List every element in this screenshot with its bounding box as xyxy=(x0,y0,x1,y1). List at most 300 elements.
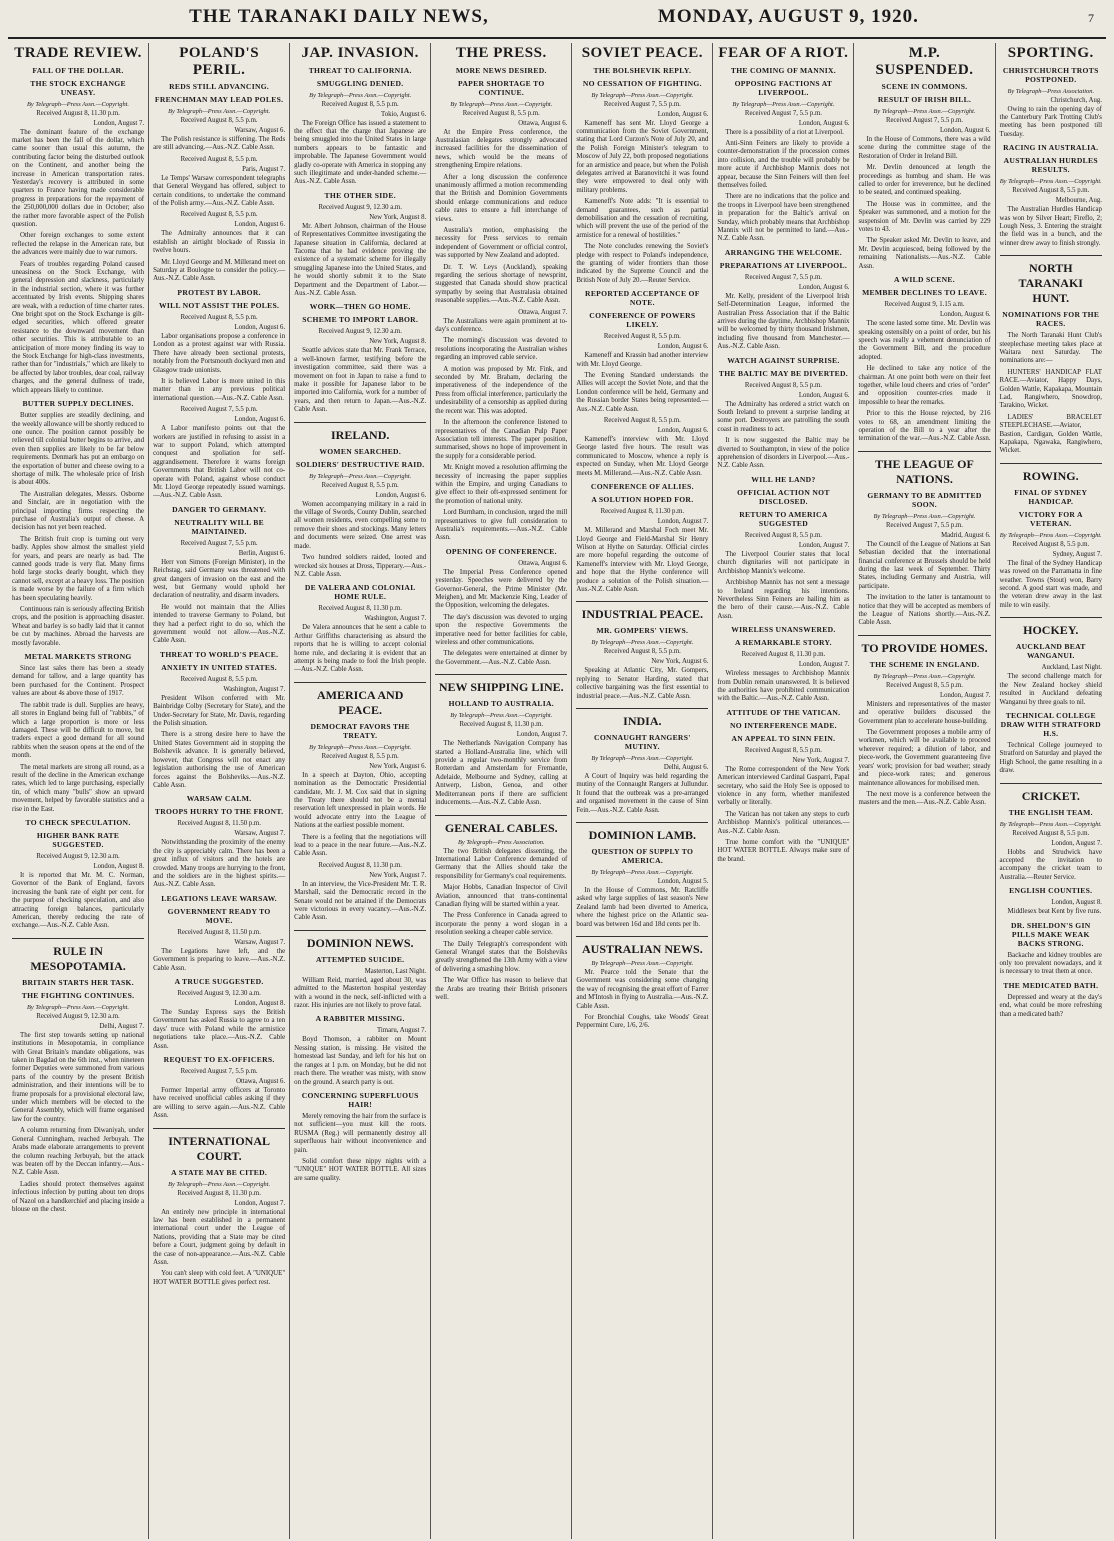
dateline: Ottawa, August 6. xyxy=(236,1078,286,1085)
subheading: A TRUCE SUGGESTED. xyxy=(174,976,264,986)
section-heading: AMERICA AND PEACE. xyxy=(294,682,426,718)
subheading: QUESTION OF SUPPLY TO AMERICA. xyxy=(591,847,694,865)
paragraph: Lord Burnham, in conclusion, urged the mill representatives to give full consideration to Australia's requirements.—Aus.-N.Z. Cable Assn. xyxy=(435,509,568,542)
received-time: Received August 8, 5.5 p.m. xyxy=(603,417,681,425)
paragraph: President Wilson conferred with Mr. Bainbridge Colby (Secretary for State), and the Under-Secretary for State, Mr. Davis, regarding the Polish situation. xyxy=(153,694,286,728)
wire-credit: By Telegraph—Press Assn.—Copyright. xyxy=(309,743,412,751)
received-time: Received August 8, 5.5 p.m. xyxy=(1012,187,1090,195)
received-time: Received August 7, 5.5 p.m. xyxy=(180,406,258,414)
subheading: RETURN TO AMERICA SUGGESTED xyxy=(739,509,828,528)
paragraph: A column returning from Diwaniyah, under General Cunningham, reached Jerbuyah. The Arabs made elaborate arrangements to prevent the column reaching Jerbuyah, but the attack was beaten off by the Deccan infantry.—Aus.-N.Z. Cable Assn. xyxy=(12,1127,145,1177)
received-time: Received August 8, 11.30 p.m. xyxy=(600,508,685,516)
received-time: Received August 7, 5.5 p.m. xyxy=(885,117,964,124)
paragraph: Mr. Devlin denounced at length the proceedings as humbug and sham. He was called to order for irreverence, but he declined to be seated, and continued speaking. xyxy=(858,164,991,197)
paragraph: He would not maintain that the Allies intended to traverse Germany to Poland, but they had a perfect right to do so, which the government would not allow.—Aus.-N.Z. Cable Assn. xyxy=(153,603,286,645)
paragraph: Major Hobbs, Canadian Inspector of Civil Aviation, announced that trans-continental Canadian flying will be started within a year. xyxy=(435,884,568,908)
paragraph: Mr. Knight moved a resolution affirming the necessity of increasing the paper supplies within the Empire, and urging Canadians to give effect to their oft-expressed sentiment for the promotion of national unity. xyxy=(435,464,568,505)
dateline: Ottawa, August 7. xyxy=(518,308,568,316)
subheading: ATTEMPTED SUICIDE. xyxy=(316,954,405,964)
wire-credit: By Telegraph—Press Assn.—Copyright. xyxy=(873,512,976,520)
paragraph: William Reid, married, aged about 30, was admitted to the Masterton hospital yesterday with a wound in the neck, self-inflicted with a razor. His injuries are not likely to prove fatal. xyxy=(294,976,427,1010)
columns-container xyxy=(8,43,1106,1539)
dateline: London, August 6. xyxy=(798,391,850,399)
paragraph: Mr. Pearce told the Senate that the Government was considering some changing the way of recognising the great effort of Farrer and M'Intosh in flying to Australia.—Aus.-N.Z. Cable Assn. xyxy=(576,969,709,1010)
subheading: REQUEST TO EX-OFFICERS. xyxy=(163,1055,275,1064)
dateline: London, August 6. xyxy=(939,311,991,319)
section-heading: NEW SHIPPING LINE. xyxy=(435,674,567,695)
received-time: Received August 8, 5.5 p.m. xyxy=(885,681,964,689)
paragraph: Technical College journeyed to Stratford on Saturday and played the High School, the game resulting in a draw. xyxy=(999,741,1102,775)
subheading: METAL MARKETS STRONG xyxy=(24,652,132,662)
received-time: Received August 8, 11.30 p.m. xyxy=(318,861,402,869)
paragraph: The delegates were entertained at dinner by the Government.—Aus.-N.Z. Cable Assn. xyxy=(435,650,568,666)
paragraph: The next move is a conference between the masters and the men.—Aus.-N.Z. Cable Assn. xyxy=(858,790,991,807)
subheading: PROTEST BY LABOR. xyxy=(177,287,261,297)
paragraph: Middlesex beat Kent by five runs. xyxy=(1007,908,1102,916)
dateline: London, August 7. xyxy=(93,119,145,127)
received-time: Received August 7, 5.5 p.m. xyxy=(180,539,258,547)
section-heading: INTERNATIONAL COURT. xyxy=(153,1128,285,1164)
dateline: Warsaw, August 7. xyxy=(234,830,286,838)
dateline: New York, August 6. xyxy=(369,762,427,770)
paragraph: After a long discussion the conference unanimously affirmed a motion recommending that the British and Dominion Governments should enlarge communications and reduce cable rates to ensure a full interchange of views. xyxy=(435,173,568,223)
paragraph: The first step towards setting up national institutions in Mesopotamia, in compliance with Great Britain's mandate obligations, was taken in Bagdad on the 6th inst., when nineteen former Deputies were summoned from various parts of the country by the present British administration, and their intentions will be to frame proposals for a provisional electoral law, under which members will be elected to the General Assembly, which will frame organised law for the country. xyxy=(12,1031,145,1123)
subheading: A REMARKABLE STORY. xyxy=(735,638,832,648)
subheading: HOLLAND TO AUSTRALIA. xyxy=(448,699,554,709)
dateline: Paris, August 7. xyxy=(242,165,286,173)
subheading: REDS STILL ADVANCING. xyxy=(169,82,270,91)
paragraph: The dominant feature of the exchange market has been the fall of the dollar, which came sooner than usual this autumn, the contributing factor being the disturbed outlook on the Continent, and another being the increase in American transportation rates. Yesterday's recovery is attributed in some quarters to France having made considerable progress in preparations for the repayment of the 250,000,000 dollars due in October; also the rather more favorable aspect of the Polish question. xyxy=(12,128,145,228)
subheading: GERMANY TO BE ADMITTED SOON. xyxy=(867,490,982,509)
subheading: THE BOLSHEVIK REPLY. xyxy=(593,65,692,75)
dateline: Ottawa, August 6. xyxy=(518,559,568,567)
dateline: London, August 8. xyxy=(93,862,145,870)
column-headline: THE PRESS. xyxy=(455,45,547,61)
dateline: New York, August 8. xyxy=(369,213,427,221)
subheading: THE ENGLISH TEAM. xyxy=(1008,807,1093,817)
paragraph: In an interview, the Vice-President Mr. T. R. Marshall, said the Democratic record in the Senate would not be attained if the Democrats were victorious in every vacancy.—Aus.-N.Z. Cable Assn. xyxy=(294,880,427,922)
section-heading: THE LEAGUE OF NATIONS. xyxy=(858,451,990,487)
column-1 xyxy=(8,43,149,1539)
dateline: Berlin, August 6. xyxy=(238,549,286,557)
paragraph: The Press Conference in Canada agreed to incorporate the penny a word slogan in a resolution seeking a cheaper cable service. xyxy=(435,912,568,937)
page-number: 7 xyxy=(1088,11,1094,25)
subheading: DE VALERA AND COLONIAL HOME RULE. xyxy=(304,583,416,602)
wire-credit: By Telegraph—Press Assn.—Copyright. xyxy=(27,1003,130,1011)
section-heading: INDUSTRIAL PEACE. xyxy=(576,601,708,622)
paragraph: Dr. T. W. Leys (Auckland), speaking regarding the serious shortage of newsprint, suggested that Canada should show practical sympathy by seeing that Australasia obtained reasonable supplies.—Aus.-N.Z. Cable Assn. xyxy=(435,263,568,305)
paragraph: The House was in committee, and the Speaker was summoned, and a motion for the suspension of Mr. Devlin was carried by 229 votes to 43. xyxy=(858,200,991,234)
wire-credit: By Telegraph—Press Assn.—Copyright. xyxy=(591,91,694,99)
subheading: REPORTED ACCEPTANCE OF NOTE. xyxy=(585,289,700,308)
section-heading: CRICKET. xyxy=(1000,783,1102,804)
paragraph: Depressed and weary at the day's end, what could be more refreshing than a medicated bath? xyxy=(999,993,1102,1018)
wire-credit: By Telegraph—Press Assn.—Copyright. xyxy=(168,108,271,115)
subheading: PAPER SHORTAGE TO CONTINUE. xyxy=(457,78,545,97)
dateline: London, August 6. xyxy=(657,343,709,351)
received-time: Received August 8, 11.50 p.m. xyxy=(177,928,261,936)
section-heading: RULE IN MESOPOTAMIA. xyxy=(12,938,144,974)
subheading: THE OTHER SIDE. xyxy=(324,190,396,200)
received-time: Received August 8, 5.5 p.m. xyxy=(744,381,822,389)
wire-credit: By Telegraph—Press Association. xyxy=(1007,87,1095,95)
paragraph: The Legations have left, and the Government is preparing to leave.—Aus.-N.Z. Cable Assn. xyxy=(153,947,286,972)
paragraph: The Vatican has not taken any steps to curb Archbishop Mannix's political utterances.—Aus.-N.Z. Cable Assn. xyxy=(717,810,850,835)
column-headline: FEAR OF A RIOT. xyxy=(718,45,849,61)
dateline: London, August 6. xyxy=(798,119,850,127)
paragraph: It is believed Labor is more united in this matter than in any previous political international question.—Aus.-N.Z. Cable Assn. xyxy=(153,377,286,402)
subheading: ATTITUDE OF THE VATICAN. xyxy=(726,707,841,717)
wire-credit: By Telegraph—Press Assn.—Copyright. xyxy=(450,100,553,108)
paragraph: Mr. Albert Johnson, chairman of the House of Representatives Committee investigating the Japanese situation in California, declared at Tacoma that he had evidence proving the existence of a systematic scheme for illegally smuggling Japanese into the United States, and he would shortly submit it to the State Department and the Department of Labor.—Aus.-N.Z. Cable Assn. xyxy=(294,222,427,297)
subheading: PREPARATIONS AT LIVERPOOL. xyxy=(719,260,848,270)
section-heading: TO PROVIDE HOMES. xyxy=(858,635,990,656)
paragraph: The British fruit crop is turning out very badly. Apples show almost the smallest yield for years, and pears are nearly as bad. The canned goods trade is very flat. Many firms hold large stocks dearly bought, which they cannot sell, except at a heavy loss. The position is made worse by the failure of a firm which has been speculating heavily. xyxy=(12,535,145,602)
subheading: THREAT TO CALIFORNIA. xyxy=(308,65,412,75)
paragraph: A Court of Inquiry was held regarding the mutiny of the Connaught Rangers at Jullundur. It found that the outbreak was a pre-arranged and organised movement in the cause of Sinn Fein.—Aus.-N.Z. Cable Assn. xyxy=(576,772,709,814)
wire-credit: By Telegraph—Press Assn.—Copyright. xyxy=(591,639,694,647)
paragraph: He declined to take any notice of the chairman. At one point both were on their feet together, while loud cheers and cries of "order" and opposition counter-cries made it impossible to hear the remarks. xyxy=(858,365,991,406)
subheading: DR. SHELDON'S GIN PILLS MAKE WEAK BACKS STRONG. xyxy=(1010,920,1091,948)
paragraph: Labor organisations propose a conference in London as a protest against war with Russia. There have already been sectional protests, notably from the Portsmouth dockyard men and Glasgow trade unionists. xyxy=(153,332,286,374)
wire-credit: By Telegraph—Press Assn.—Copyright. xyxy=(873,672,976,680)
section-heading: HOCKEY. xyxy=(1000,617,1102,638)
paragraph: The final of the Sydney Handicap was rowed on the Parramatta in fine weather. Towns (Stout) won, Barry second. A good start was made, and the veteran drew away in the last mile to win easily. xyxy=(999,559,1102,609)
subheading: A STATE MAY BE CITED. xyxy=(171,1167,268,1177)
column-4 xyxy=(431,43,572,1539)
subheading: FALL OF THE DOLLAR. xyxy=(32,65,124,75)
subheading: THE STOCK EXCHANGE UNEASY. xyxy=(30,78,126,97)
column-7 xyxy=(854,43,995,1539)
subheading: ENGLISH COUNTIES. xyxy=(1009,886,1093,896)
received-time: Received August 7, 5.5 p.m. xyxy=(744,109,822,117)
paragraph: At the Empire Press conference, the Australasian delegates strongly advocated increased facilities for the dissemination of news, which would be the means of strengthening Empire relations. xyxy=(435,128,568,170)
dateline: Christchurch, Aug. xyxy=(1050,96,1102,104)
subheading: MORE NEWS DESIRED. xyxy=(455,65,547,75)
paragraph: The Admiralty has ordered a strict watch on South Ireland to prevent a surprise landing at some port. Destroyers are patrolling the south coast in readiness to act. xyxy=(717,400,850,433)
section-heading: GENERAL CABLES. xyxy=(435,815,567,836)
dateline: London, August 5. xyxy=(657,878,709,885)
paragraph: Kameneff has sent Mr. Lloyd George a communication from the Soviet Government, stating that Lord Curzon's Note of July 20, and the Polish Foreign Minister's telegram to Moscow of July 22, both proposed negotiations for an armistice and peace, but when the Polish delegates arrived at Baranovitchi it was found they were empowered to deal only with military problems. xyxy=(576,119,709,194)
subheading: AN APPEAL TO SINN FEIN. xyxy=(731,733,836,743)
received-time: Received August 9, 1.15 a.m. xyxy=(884,301,965,309)
dateline: Washington, August 7. xyxy=(364,615,427,623)
paragraph: In the House of Commons, there was a wild scene during the committee stage of the Restoration of Order in Ireland Bill. xyxy=(858,136,991,160)
dateline: Timaru, August 7. xyxy=(377,1027,427,1035)
subheading: AUCKLAND BEAT WANGANUI. xyxy=(1015,642,1086,661)
subheading: RESULT OF IRISH BILL. xyxy=(877,95,972,104)
received-time: Received August 8, 11.30 p.m. xyxy=(177,1189,261,1197)
section-heading: AUSTRALIAN NEWS. xyxy=(576,936,708,957)
paragraph: Women accompanying military in a raid in the village of Swords, County Dublin, searched all women residents, even compelling some to remove their shoes and stockings. Many letters and documents were seized. One arrest was made. xyxy=(294,500,427,550)
paragraph: A motion was proposed by Mr. Fink, and seconded by Mr. Braham, declaring the imperativeness of the independence of the Press from official interference, particularly the undesirability of a censorship as applied during the recent war. This was adopted. xyxy=(435,365,568,415)
paragraph: There is a feeling that the negotiations will lead to a peace in the near future.—Aus.-N.Z. Cable Assn. xyxy=(294,833,427,858)
paragraph: Solid comfort these nippy nights with a "UNIQUE" HOT WATER BOTTLE. All sizes are same quality. xyxy=(294,1157,427,1182)
received-time: Received August 7, 5.5 p.m. xyxy=(885,521,964,529)
subheading: FINAL OF SYDNEY HANDICAP. xyxy=(1014,487,1088,506)
dateline: New York, August 7. xyxy=(369,871,427,879)
received-time: Received August 7, 5.5 p.m. xyxy=(180,1068,258,1075)
dateline: Sydney, August 7. xyxy=(1052,550,1102,558)
paragraph: Mr. Lloyd George and M. Millerand meet on Saturday at Boulogne to consider the policy.—Aus.-N.Z. Cable Assn. xyxy=(153,258,286,283)
paragraph: The Speaker asked Mr. Devlin to leave, and Mr. Devlin acquiesced, being followed by the remaining Nationalists.—Aus.-N.Z. Cable Assn. xyxy=(858,237,991,270)
paragraph: Prior to this the House rejected, by 216 votes to 68, an amendment limiting the operation of the Bill to a year after the termination of the war.—Aus.-N.Z. Cable Assn. xyxy=(858,410,991,443)
column-3 xyxy=(290,43,431,1539)
paragraph: In a speech at Dayton, Ohio, accepting nomination as the Democratic Presidential candidate, Mr. J. M. Cox said that in signing the Treaty there should not be a mental reservation left unexpressed in plain words. He would advocate entry into the League of Nations at the earliest possible moment. xyxy=(294,771,427,830)
column-headline: TRADE REVIEW. xyxy=(14,45,142,61)
paragraph: The Polish resistance is stiffening. The Reds are still advancing.—Aus.-N.Z. Cable Assn. xyxy=(153,136,286,152)
paragraph: The day's discussion was devoted to urging upon the respective Governments the imperative need for better facilities for cable, wireless and other communications. xyxy=(435,613,568,647)
subheading: ANXIETY IN UNITED STATES. xyxy=(161,662,278,672)
paragraph: The Note concludes renewing the Soviet's pledge with respect to Poland's independence, the granting of wider frontiers than those indicated by the Supreme Council and the British Note of July 20.—Reuter Service. xyxy=(576,243,709,284)
paragraph: The Daily Telegraph's correspondent with General Wrangel states that the Bolsheviks greatly strengthened the 13th Army with a view of delivering a smashing blow. xyxy=(435,940,568,973)
masthead xyxy=(8,6,1106,39)
dateline: London, August 7. xyxy=(234,1199,286,1207)
dateline: London, August 7. xyxy=(798,541,850,549)
received-time: Received August 8, 5.5 p.m. xyxy=(744,531,822,539)
subheading: CONFERENCE OF ALLIES. xyxy=(590,482,694,492)
dateline: Melbourne, Aug. xyxy=(1055,197,1102,205)
wire-credit: By Telegraph—Press Association. xyxy=(457,838,545,846)
subheading: WIRELESS UNANSWERED. xyxy=(731,625,836,635)
paragraph: The Foreign Office has issued a statement to the effect that the charge that Japanese are being smuggled into the United States in large numbers appears to be fantastic and improbable. The Japanese Government would gladly co-operate with America in stopping any such illegitimate and under-handed scheme.—Aus.-N.Z. Cable Assn. xyxy=(294,119,427,186)
paragraph: Le Temps' Warsaw correspondent telegraphs that General Weygand has offered, subject to certain conditions, to undertake the command of the Polish army.—Aus.-N.Z. Cable Assn. xyxy=(153,174,286,208)
received-time: Received August 7, 5.5 p.m. xyxy=(744,273,822,281)
subheading: NEUTRALITY WILL BE MAINTAINED. xyxy=(174,517,265,536)
paragraph: Backache and kidney troubles are only too prevalent nowadays, and it is necessary to treat them at once. xyxy=(999,951,1102,976)
paragraph: In the House of Commons, Mr. Ratcliffe asked why large supplies of last season's New Zealand lamb had been diverted to America, where the highest price on the Atlantic sea-board was between 16d and 18d cents per lb. xyxy=(576,887,709,928)
subheading: SCHEME TO IMPORT LABOR. xyxy=(302,315,419,325)
received-time: Received August 9, 12.30 a.m. xyxy=(36,1012,120,1020)
received-time: Received August 8, 11.30 p.m. xyxy=(459,721,544,729)
section-heading: DOMINION NEWS. xyxy=(294,930,426,951)
paragraph: There are no indications that the police and the troops in Liverpool have been strengthened in preparation for the Baltic's arrival on Sunday, which probably means that Archbishop Mannix will not be permitted to land.—Aus.-N.Z. Cable Assn. xyxy=(717,193,850,243)
subheading: THE BALTIC MAY BE DIVERTED. xyxy=(718,368,848,378)
subheading: WORK—THEN GO HOME. xyxy=(309,302,411,312)
paragraph: The metal markets are strong all round, as a result of the decline in the American exchange rates, which led to large purchasing, especially tin, of which many "bulls" show an upward movement, helped by favorable statistics and a rise in the East. xyxy=(12,763,145,813)
paragraph: The second challenge match for the New Zealand hockey shield resulted in Auckland defeating Wanganui by three goals to nil. xyxy=(999,673,1102,706)
wire-credit: By Telegraph—Press Assn.—Copyright. xyxy=(309,472,412,480)
received-time: Received August 8, 5.5 p.m. xyxy=(603,333,681,341)
received-time: Received August 8, 5.5 p.m. xyxy=(321,100,399,108)
section-heading: NORTH TARANAKI HUNT. xyxy=(1000,255,1102,306)
received-time: Received August 8, 5.5 p.m. xyxy=(462,109,540,117)
column-6 xyxy=(713,43,854,1539)
newspaper-title: THE TARANAKI DAILY NEWS, xyxy=(189,6,489,27)
subheading: DANGER TO GERMANY. xyxy=(172,504,267,514)
received-time: Received August 8, 11.50 p.m. xyxy=(177,820,261,828)
received-time: Received August 8, 5.5 p.m. xyxy=(321,481,399,489)
paragraph: Butter supplies are steadily declining, and the weekly allowance will be shortly reduced to one ounce. The position cannot possibly be relieved till colonial butter begins to arrive, and even then supplies are likely to be far below requirements. Denmark has put an embargo on the exportation of butter and cheese owing to a shortage of milk. The wholesale price of Irish is about 400s. xyxy=(12,412,145,487)
paragraph: The Australian Hurdles Handicap was won by Silver Heart; Fireflo, 2; Lough Ness, 3. Entering the straight the field was in a bunch, and the winner drew away to finish strongly. xyxy=(999,206,1102,247)
section-heading: INDIA. xyxy=(576,708,708,729)
paragraph: The Council of the League of Nations at San Sebastian decided that the international financial conference at Brussels should be held during the last week of September. Thirty States, including Germany and Austria, will participate. xyxy=(858,540,991,590)
received-time: Received August 7, 5.5 p.m. xyxy=(603,100,681,108)
column-headline: SPORTING. xyxy=(1007,45,1094,61)
paragraph: Boyd Thomson, a rabbiter on Mount Nessing station, is missing. He visited the homestead last Sunday, and left for his hut on the ranges at 1 p.m. on Monday, but he did not reach there. The weather was misty, with snow on the ground. A search party is out. xyxy=(294,1036,427,1086)
subheading: CONNAUGHT RANGERS' MUTINY. xyxy=(594,732,691,751)
paragraph: The North Taranaki Hunt Club's steeplechase meeting takes place at Waitara next Saturday. The nominations are:— xyxy=(999,332,1102,365)
dateline: Ottawa, August 6. xyxy=(518,119,568,127)
column-2 xyxy=(149,43,290,1539)
received-time: Received August 8, 11.30 p.m. xyxy=(318,605,402,613)
received-time: Received August 9, 12.30 a.m. xyxy=(36,852,120,860)
subheading: DEMOCRAT FAVORS THE TREATY. xyxy=(310,721,410,740)
subheading: THE MEDICATED BATH. xyxy=(1003,980,1099,990)
paragraph: The Admiralty announces that it can establish an airtight blockade of Russia in twelve hours. xyxy=(153,230,286,255)
received-time: Received August 8, 5.5 p.m. xyxy=(180,211,258,219)
paragraph: De Valera announces that he sent a cable to Arthur Griffiths characterising as absurd the reports that he is willing to accept colonial home rule, and declaring it is evident that an attempt is being made to fool the Irish people.—Aus.-N.Z. Cable Assn. xyxy=(294,624,427,674)
paragraph: The scene lasted some time. Mr. Devlin was speaking ostensibly on a point of order, but his speech was really a vehement denunciation of the Government Bill, and the procedure adopted. xyxy=(858,320,991,361)
received-time: Received August 8, 5.5 p.m. xyxy=(1012,829,1090,837)
subheading: RACING IN AUSTRALIA. xyxy=(1003,143,1099,153)
wire-credit: By Telegraph—Press Assn.—Copyright. xyxy=(873,108,976,115)
subheading: TECHNICAL COLLEGE DRAW WITH STRATFORD H.S. xyxy=(1000,710,1101,738)
wire-credit: By Telegraph—Press Assn.—Copyright. xyxy=(999,820,1102,828)
paragraph: Two hundred soldiers raided, looted and wrecked six houses at Dross, Tipperary.—Aus.-N.Z. Cable Assn. xyxy=(294,554,427,578)
paragraph: Seattle advices state that Mr. Frank Terrace, a well-known farmer, testifying before the investigation committee, said there was a movement on foot in Japan to raise a fund to make it possible for Japanese labor to be imported into California, work for a number of years, and then return to Japan.—Aus.-N.Z. Cable Assn. xyxy=(294,347,427,414)
subheading: TROOPS HURRY TO THE FRONT. xyxy=(154,807,284,817)
paragraph: Merely removing the hair from the surface is not sufficient—you must kill the roots. RUSMA (Reg.) will permanently destroy all superfluous hair without inconvenience and pain. xyxy=(294,1112,427,1154)
dateline: London, August 6. xyxy=(798,283,850,291)
subheading: WILL HE LAND? xyxy=(751,474,816,484)
dateline: London, August 7. xyxy=(1051,839,1102,847)
received-time: Received August 8, 5.5 p.m. xyxy=(1012,540,1090,548)
subheading: MEMBER DECLINES TO LEAVE. xyxy=(862,288,987,298)
wire-credit: By Telegraph—Press Assn.—Copyright. xyxy=(27,100,130,108)
column-headline: JAP. INVASION. xyxy=(301,45,419,61)
subheading: WOMEN SEARCHED. xyxy=(319,446,402,456)
section-heading: DOMINION LAMB. xyxy=(576,822,708,843)
paragraph: Speaking at Atlantic City, Mr. Gompers, replying to Senator Harding, stated that collective bargaining was the first essential to industrial peace.—Aus.-N.Z. Cable Assn. xyxy=(576,667,709,700)
subheading: HIGHER BANK RATE SUGGESTED. xyxy=(36,830,120,849)
subheading: VICTORY FOR A VETERAN. xyxy=(1018,509,1083,528)
paragraph: Herr von Simons (Foreign Minister), in the Reichstag, said Germany was threatened with great dangers of invasion on the east and the west, but Germany would uphold her declaration of neutrality, and disarm invaders. xyxy=(153,558,286,600)
subheading: BUTTER SUPPLY DECLINES. xyxy=(22,399,134,409)
paragraph: The Liverpool Courier states that local church dignitaries will not participate in Archbishop Mannix's welcome. xyxy=(717,550,850,575)
paragraph: The Sunday Express says the British Government has asked Russia to agree to a ten days' truce with Poland while the armistice negotiations take place.—Aus.-N.Z. Cable Assn. xyxy=(153,1008,286,1050)
paragraph: Continuous rain is seriously affecting British crops, and the position is approaching disaster. Wheat and barley is so badly laid that it cannot be cut by machines. Abroad the harvests are mostly favorable. xyxy=(12,606,145,647)
dateline: Auckland, Last Night. xyxy=(1041,664,1102,672)
wire-credit: By Telegraph—Press Assn.—Copyright. xyxy=(168,1180,271,1188)
paragraph: There is a strong desire here to have the United States Government aid in stopping the Bolshevik advance. It is generally believed, however, that Congress will not enact any legislation authorising the use of American forces against the Bolsheviks.—Aus.-N.Z. Cable Assn. xyxy=(153,731,286,789)
wire-credit: By Telegraph—Press Assn.—Copyright. xyxy=(591,754,694,762)
subheading: CONCERNING SUPERFLUOUS HAIR! xyxy=(301,1090,419,1109)
paragraph: The morning's discussion was devoted to resolutions incorporating the Australian wishes regarding an improved cable service. xyxy=(435,337,568,362)
column-headline: M.P. SUSPENDED. xyxy=(875,45,974,78)
paragraph: Other foreign exchanges to some extent reflected the relapse in the American rate, but the advances were mainly due to war rumors. xyxy=(12,232,145,257)
paragraph: The Imperial Press Conference opened yesterday. Speeches were delivered by the Governor-General, the Prime Minister (Mr. Meighen), and Mr. Mackenzie King, Leader of the Opposition, welcoming the delegates. xyxy=(435,568,568,610)
dateline: London, August 7. xyxy=(939,691,991,699)
paragraph: Kameneff's interview with Mr. Lloyd George lasted five hours. The result was communicated to Moscow, whence a reply is expected on Sunday, when Mr. Lloyd George meets M. Millerand.—Aus.-N.Z. Cable Assn. xyxy=(576,436,709,477)
dateline: London, August 6. xyxy=(939,127,991,134)
dateline: Tokio, August 6. xyxy=(381,110,427,118)
dateline: New York, August 8. xyxy=(369,338,427,346)
dateline: Warsaw, August 6. xyxy=(234,127,286,134)
dateline: London, August 6. xyxy=(657,110,709,118)
wire-credit: By Telegraph—Press Assn.—Copyright. xyxy=(591,869,694,876)
dateline: Delhi, August 6. xyxy=(663,763,709,771)
dateline: London, August 6. xyxy=(234,221,286,229)
dateline: London, August 6. xyxy=(375,491,427,499)
wire-credit: By Telegraph—Press Assn.—Copyright. xyxy=(450,712,553,720)
wire-credit: By Telegraph—Press Assn.—Copyright. xyxy=(591,960,694,968)
paragraph: Kameneff and Krassin had another interview with Mr. Lloyd George. xyxy=(576,352,709,368)
paragraph: Former Imperial army officers at Toronto have received unofficial cables asking if they are willing to serve again.—Aus.-N.Z. Cable Assn. xyxy=(153,1087,286,1120)
paragraph: Hobbs and Strudwick have accepted the invitation to accompany the cricket team to Australia.—Reuter Service. xyxy=(999,848,1102,881)
dateline: London, August 7. xyxy=(657,518,709,526)
received-time: Received August 8, 5.5 p.m. xyxy=(744,746,822,754)
subheading: AUSTRALIAN HURDLES RESULTS. xyxy=(1003,156,1098,175)
subheading: TO CHECK SPECULATION. xyxy=(25,817,131,827)
paragraph: Ministers and representatives of the master and operative builders discussed the Government plan to accelerate house-building. xyxy=(858,700,991,725)
paragraph: Since last sales there has been a steady demand for tallow, and a large quantity has been purchased for the Continent. Prospect values are about 4s above those of 1917. xyxy=(12,665,145,698)
paragraph: The Netherlands Navigation Company has started a Holland-Australia line, which will provide a regular two-monthly service from Rotterdam and Amsterdam for Fremantle, Adelaide, Melbourne and Sydney, calling at Antwerp, Lisbon, Genoa, and other Mediterranean ports if there are sufficient inducements.—Aus.-N.Z. Cable Assn. xyxy=(435,740,568,807)
subheading: SCENE IN COMMONS. xyxy=(881,82,968,91)
received-time: Received August 8, 11.30 p.m. xyxy=(36,109,120,117)
paragraph: There is a possibility of a riot at Liverpool. xyxy=(725,128,844,136)
subheading: NO INTERFERENCE MADE. xyxy=(729,720,837,730)
subheading: THE COMING OF MANNIX. xyxy=(730,65,836,75)
paragraph: The Government proposes a mobile army of workmen, which will be available to proceed wherever required; a dilution of labor, and piece-work, the Government guaranteeing five years' work; provision for bad weather; steady and piece-work rates; and generous maintenance allowances for mobilised men. xyxy=(858,729,991,787)
dateline: London, August 8. xyxy=(234,999,286,1007)
paragraph: The two British delegates dissenting, the International Labor Conference demanded of Germany that the Allies should take the responsibility for Germany's coal requirements. xyxy=(435,847,568,880)
column-5 xyxy=(572,43,713,1539)
received-time: Received August 9, 12.30 a.m. xyxy=(318,328,402,336)
paragraph: Mr. Kelly, president of the Liverpool Irish Self-Determination League, informed the Australian Press Association that if the Baltic arrives during the daytime, Archbishop Mannix will be welcomed by thirty thousand Irishmen, including five thousand from Manchester.—Aus.-N.Z. Cable Assn. xyxy=(717,292,850,351)
wire-credit: By Telegraph—Press Assn.—Copyright. xyxy=(999,178,1102,186)
subheading: CONFERENCE OF POWERS LIKELY. xyxy=(589,311,696,330)
subheading: OPENING OF CONFERENCE. xyxy=(445,546,557,556)
paragraph: The Evening Standard understands the Allies will accept the Soviet Note, and that the London conference will be held, Germany and the Russian border States being represented.—Aus.-N.Z. Cable Assn. xyxy=(576,372,709,413)
dateline: New York, August 6. xyxy=(651,658,709,666)
received-time: Received August 9, 12.30 a.m. xyxy=(318,203,402,211)
subheading: SOLDIERS' DESTRUCTIVE RAID. xyxy=(295,459,425,469)
paragraph: An entirely new principle in international law has been established in a permanent international court under the League of Nations, providing that a State may be cited before a Court, judgment going by default in the case of non-appearance.—Aus.-N.Z. Cable Assn. xyxy=(153,1208,286,1267)
paragraph: It is reported that Mr. M. C. Norman, Governor of the Bank of England, favors increasing the bank rate of eight per cent. for the purpose of checking speculation, and also attracting foreign balances, particularly American, thereby reducing the rate of exchange.—Aus.-N.Z. Cable Assn. xyxy=(12,871,145,930)
subheading: GOVERNMENT READY TO MOVE. xyxy=(167,906,271,925)
paragraph: Wireless messages to Archbishop Mannix from Dublin remain unanswered. It is believed the authorities have prohibited communication with the Baltic.—Aus.-N.Z. Cable Assn. xyxy=(717,670,850,703)
section-heading: IRELAND. xyxy=(294,422,426,443)
column-8 xyxy=(996,43,1106,1539)
paragraph: The invitation to the latter is tantamount to notice that they will be accepted as members of the League of Nations shortly.—Aus.-N.Z. Cable Assn. xyxy=(858,594,991,627)
subheading: WILL NOT ASSIST THE POLES. xyxy=(158,300,280,310)
subheading: OPPOSING FACTIONS AT LIVERPOOL. xyxy=(734,78,833,97)
paragraph: Fears of troubles regarding Poland caused uneasiness on the Stock Exchange, with general depression and slackness, particularly in the industrial section, where it was further accentuated by Irish events. Shipping shares are weak, with a reduction of time charter rates. One bright spot on the Stock Exchange is gilt-edged securities, which offered greater resistance to the downward movement than other securities. This is attributable to an anticipation of more money finding its way to the Stock Exchange for high-class investments, rather than for "industrials," which are likely to be affected by labor troubles, dear coal, railway charges, and the general dullness of trade, which appears likely to continue. xyxy=(12,260,145,394)
paragraph: Archbishop Mannix has not sent a message to Ireland regarding his intentions. Nevertheless Sinn Feiners are hailing him as the hero of their cause.—Aus.-N.Z. Cable Assn. xyxy=(717,579,850,620)
received-time: Received August 8, 11.30 p.m. xyxy=(741,651,826,659)
subheading: WARSAW CALM. xyxy=(186,794,252,804)
subheading: LEGATIONS LEAVE WARSAW. xyxy=(161,893,277,903)
dateline: Warsaw, August 7. xyxy=(234,938,286,946)
wire-credit: By Telegraph—Press Assn.—Copyright. xyxy=(732,100,835,108)
subheading: THREAT TO WORLD'S PEACE. xyxy=(159,649,279,659)
dateline: Masterton, Last Night. xyxy=(364,967,427,975)
paragraph: The War Office has reason to believe that the Arabs are treating their British prisoners well. xyxy=(435,977,568,1001)
dateline: London, August 7. xyxy=(516,731,568,739)
subheading: ARRANGING THE WELCOME. xyxy=(724,247,842,257)
paragraph: In the afternoon the conference listened to representatives of the Canadian Pulp Paper Association tell interests. The paper position, summarised, shows no hope of improvement in the supply for a considerable period. xyxy=(435,419,568,460)
received-time: Received August 8, 5.5 p.m. xyxy=(180,117,258,124)
paragraph: The Australian delegates, Messrs. Osborne and Sinclair, are in negotiation with the principal importing firms respecting the purchase of Australia's output of cheese. A decision has not yet been reached. xyxy=(12,490,145,532)
dateline: London, August 6. xyxy=(234,323,286,331)
paragraph: The rabbit trade is dull. Supplies are heavy, all stores in England being full of "rabbits," of which a large proportion is more or less damaged. These will be difficult to move, but traders expect a good demand for all sound rabbits when the season opens at the end of the month. xyxy=(12,701,145,760)
paragraph: The Rome correspondent of the New York American interviewed Cardinal Gasparri, Papal secretary, who said the Holy See is opposed to violence in any form, whether manifested verbally or literally. xyxy=(717,765,850,807)
paragraph: Ladies should protect themselves against infectious infection by putting about ten drops of Nazol on a handkerchief and placing inside a blouse on the chest. xyxy=(12,1180,145,1213)
paragraph: HUNTERS' HANDICAP FLAT RACE.—Aviator, Happy Days, Golden Wattle, Kapakapa, Mountain Lad, Rangiwhero, Snowdrop, Tarakino, Wicket. xyxy=(999,368,1102,410)
column-headline: SOVIET PEACE. xyxy=(581,45,703,61)
column-headline: POLAND'S PERIL. xyxy=(179,45,260,78)
